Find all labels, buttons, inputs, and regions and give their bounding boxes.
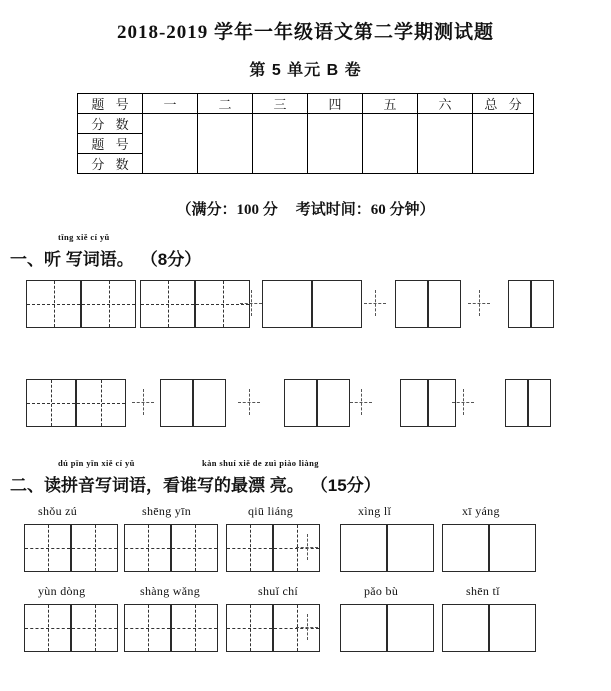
grid-guide-mark-icon xyxy=(240,290,262,316)
full-marks-label: （满分：100 分 xyxy=(176,202,278,218)
answer-box[interactable] xyxy=(400,379,428,427)
answer-box[interactable] xyxy=(387,604,434,652)
row-label-question-no: 题 号 xyxy=(78,94,143,114)
score-cell[interactable] xyxy=(253,154,308,174)
col-header-1: 一 xyxy=(143,94,198,114)
grid-guide-mark-icon xyxy=(452,389,474,415)
answer-box[interactable] xyxy=(71,604,118,652)
grid-guide-mark-icon xyxy=(296,534,318,560)
answer-box[interactable] xyxy=(340,604,387,652)
score-cell[interactable] xyxy=(363,134,418,154)
col-header-5: 五 xyxy=(363,94,418,114)
answer-box[interactable] xyxy=(171,524,218,572)
answer-box[interactable] xyxy=(262,280,312,328)
col-header-6: 六 xyxy=(418,94,473,114)
pinyin-cue: pǎo bù xyxy=(364,584,399,598)
answer-box[interactable] xyxy=(81,280,136,328)
answer-box[interactable] xyxy=(442,524,489,572)
answer-box-group xyxy=(160,379,226,427)
grid-guide-mark-icon xyxy=(238,389,260,415)
table-row xyxy=(78,94,534,114)
answer-grid-row xyxy=(0,524,611,576)
score-cell[interactable] xyxy=(253,114,308,134)
section-2-ruby-b: kàn shuí xiě de zuì piào liàng xyxy=(202,458,319,468)
pinyin-cue-row xyxy=(0,584,611,602)
grid-guide-mark-icon xyxy=(468,290,490,316)
col-header-total: 总 分 xyxy=(473,94,534,114)
section-1-ruby: tīng xiě cí yǔ xyxy=(58,232,110,242)
answer-box[interactable] xyxy=(160,379,193,427)
answer-box-group xyxy=(124,604,218,652)
answer-box[interactable] xyxy=(387,524,434,572)
duration-label: 考试时间：60 分钟） xyxy=(295,202,435,218)
answer-box[interactable] xyxy=(171,604,218,652)
answer-box[interactable] xyxy=(528,379,551,427)
pinyin-cue: shēn tǐ xyxy=(466,584,500,598)
row-label-score-2: 分 数 xyxy=(78,154,143,174)
answer-box-group xyxy=(262,280,362,328)
answer-box-group xyxy=(26,280,136,328)
score-table xyxy=(77,93,534,174)
answer-box-group xyxy=(508,280,554,328)
answer-box-group xyxy=(26,379,126,427)
answer-box[interactable] xyxy=(124,524,171,572)
pinyin-cue: shēng yīn xyxy=(142,504,192,518)
section-2 xyxy=(0,458,611,656)
answer-box-group xyxy=(340,604,434,652)
table-row xyxy=(78,154,534,174)
section-2-points: （15分） xyxy=(310,476,381,495)
section-2-ruby-a: dú pīn yīn xiě cí yǔ xyxy=(58,458,135,468)
pinyin-cue: shuǐ chí xyxy=(258,584,299,598)
answer-box[interactable] xyxy=(395,280,428,328)
pinyin-cue: shǒu zú xyxy=(38,504,78,518)
score-cell-total[interactable] xyxy=(473,134,534,154)
answer-grid-row xyxy=(0,604,611,656)
answer-box[interactable] xyxy=(26,280,81,328)
page-subtitle: 第 5 单元 B 卷 xyxy=(249,62,362,79)
section-2-number: 二、 xyxy=(10,476,44,495)
section-2-heading xyxy=(0,458,611,496)
pinyin-cue-row xyxy=(0,504,611,522)
answer-box[interactable] xyxy=(428,280,461,328)
score-cell[interactable] xyxy=(363,114,418,134)
answer-box[interactable] xyxy=(317,379,350,427)
score-cell[interactable] xyxy=(308,114,363,134)
grid-guide-mark-icon xyxy=(350,389,372,415)
col-header-4: 四 xyxy=(308,94,363,114)
answer-box[interactable] xyxy=(312,280,362,328)
section-1-points: （8分） xyxy=(140,250,202,269)
answer-box[interactable] xyxy=(489,604,536,652)
score-table-container xyxy=(0,93,611,174)
answer-box[interactable] xyxy=(140,280,195,328)
section-1 xyxy=(0,232,611,431)
answer-grid-row xyxy=(0,280,611,332)
answer-box-group xyxy=(24,524,118,572)
answer-box[interactable] xyxy=(340,524,387,572)
score-table-body xyxy=(78,94,534,174)
row-label-question-no-2: 题 号 xyxy=(78,134,143,154)
answer-box[interactable] xyxy=(508,280,531,328)
grid-guide-mark-icon xyxy=(132,389,154,415)
score-cell-total[interactable] xyxy=(473,154,534,174)
answer-box[interactable] xyxy=(71,524,118,572)
score-cell[interactable] xyxy=(308,154,363,174)
col-header-2: 二 xyxy=(198,94,253,114)
answer-box[interactable] xyxy=(531,280,554,328)
answer-box[interactable] xyxy=(193,379,226,427)
section-1-heading xyxy=(0,232,611,270)
answer-box-group xyxy=(505,379,551,427)
answer-box[interactable] xyxy=(76,379,126,427)
answer-box-group xyxy=(400,379,456,427)
score-cell[interactable] xyxy=(143,134,198,154)
section-2-title: 读拼音写词语，看谁写的最漂 亮。 xyxy=(44,476,304,495)
table-row xyxy=(78,134,534,154)
score-cell[interactable] xyxy=(363,154,418,174)
answer-box-group xyxy=(140,280,250,328)
pinyin-cue: xìng lǐ xyxy=(358,504,392,518)
page-title: 2018-2019 学年一年级语文第二学期测试题 xyxy=(116,22,495,43)
answer-box-group xyxy=(442,604,536,652)
grid-guide-mark-icon xyxy=(364,290,386,316)
answer-box-group xyxy=(340,524,434,572)
answer-box-group xyxy=(442,524,536,572)
answer-box-group xyxy=(395,280,461,328)
table-row xyxy=(78,114,534,134)
answer-box[interactable] xyxy=(24,604,71,652)
col-header-3: 三 xyxy=(253,94,308,114)
grid-guide-mark-icon xyxy=(296,614,318,640)
score-cell[interactable] xyxy=(143,114,198,134)
row-label-score-1: 分 数 xyxy=(78,114,143,134)
answer-grid-row xyxy=(0,379,611,431)
score-cell[interactable] xyxy=(143,154,198,174)
score-cell[interactable] xyxy=(308,134,363,154)
answer-box[interactable] xyxy=(442,604,489,652)
answer-box[interactable] xyxy=(24,524,71,572)
answer-box[interactable] xyxy=(489,524,536,572)
pinyin-cue: shàng wǎng xyxy=(140,584,200,598)
score-cell[interactable] xyxy=(418,154,473,174)
answer-box[interactable] xyxy=(284,379,317,427)
answer-box[interactable] xyxy=(226,604,273,652)
section-1-number: 一、 xyxy=(10,250,44,269)
score-cell[interactable] xyxy=(198,114,253,134)
answer-box-group xyxy=(124,524,218,572)
score-cell[interactable] xyxy=(198,134,253,154)
pinyin-cue: qiū liáng xyxy=(248,504,294,518)
answer-box[interactable] xyxy=(505,379,528,427)
answer-box-group xyxy=(284,379,350,427)
answer-box-group xyxy=(24,604,118,652)
score-cell[interactable] xyxy=(253,134,308,154)
answer-box[interactable] xyxy=(226,524,273,572)
pinyin-cue: yùn dòng xyxy=(38,584,86,598)
score-cell[interactable] xyxy=(198,154,253,174)
answer-box[interactable] xyxy=(26,379,76,427)
exam-meta xyxy=(0,198,611,219)
pinyin-cue: xī yáng xyxy=(462,504,500,518)
answer-box[interactable] xyxy=(124,604,171,652)
score-cell[interactable] xyxy=(418,134,473,154)
score-cell-total[interactable] xyxy=(473,114,534,134)
score-cell[interactable] xyxy=(418,114,473,134)
section-1-title: 听 写词语。 xyxy=(44,250,134,269)
